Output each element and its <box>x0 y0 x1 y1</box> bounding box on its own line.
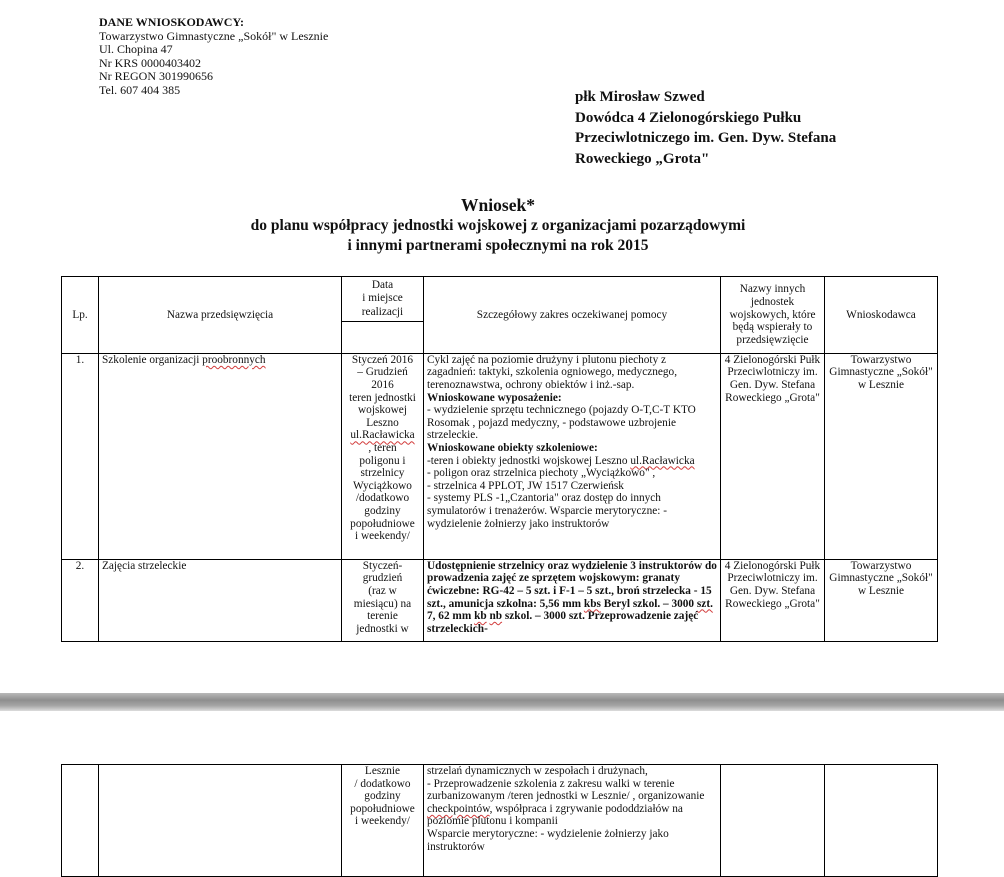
date-line: Styczeń- <box>362 559 403 572</box>
header-date-divider <box>342 321 423 353</box>
date-line: Styczeń 2016 <box>351 353 414 366</box>
scope-text-flagged: kb <box>474 610 487 623</box>
applicant-line: Nr KRS 0000403402 <box>99 55 202 70</box>
cell-lp: 1. <box>62 353 99 559</box>
date-line: Leszno <box>366 416 399 429</box>
scope-intro: Cykl zajęć na poziomie drużyny i plutonu piechoty z zagadnień: taktyki, szkolenia ogniowego, medycznego, terenoznawstwa, ochrony obiektów i inż.-sap. <box>427 353 678 391</box>
objects-text: -teren i obiekty jednostki wojskowej Leszno <box>427 454 631 467</box>
title-main: Wniosek* <box>461 195 535 215</box>
addressee-line: Dowódca 4 Zielonogórskiego Pułku <box>575 109 802 126</box>
header-date <box>342 277 424 354</box>
scope-text: , współpraca i zgrywanie pododdziałów na poziomie plutonu i kompanii <box>427 802 683 828</box>
table-header-row <box>62 277 938 354</box>
scope-text-flagged: checkpointów <box>427 802 490 815</box>
header-name: Nazwa przedsięwzięcia <box>99 277 342 354</box>
applicant-line: Nr REGON 301990656 <box>99 69 213 84</box>
cell-units <box>721 765 825 877</box>
scope-text-flagged: nb <box>489 610 503 623</box>
cell-name <box>99 765 342 877</box>
applicant-heading: DANE WNIOSKODAWCY: <box>99 15 245 29</box>
date-line: miesiącu) na <box>353 597 412 610</box>
date-line: grudzień <box>362 572 403 585</box>
equipment-heading: Wnioskowane wyposażenie: <box>427 391 562 404</box>
date-line: i weekendy/ <box>355 815 410 828</box>
date-line: / dodatkowo <box>354 777 411 790</box>
table-row <box>62 765 938 877</box>
header-scope: Szczegółowy zakres oczekiwanej pomocy <box>424 277 721 354</box>
date-line: (raz w <box>368 584 397 597</box>
date-line: godziny <box>364 504 401 517</box>
cell-date <box>342 765 424 877</box>
date-line: – Grudzień <box>357 366 408 379</box>
addressee-line: Roweckiego „Grota" <box>575 150 710 167</box>
name-text-flagged: proobronnych <box>202 353 266 366</box>
objects-heading: Wnioskowane obiekty szkoleniowe: <box>427 441 598 454</box>
scope-text: szkol. – 3000 szt. Przeprowadzenie zajęć strzeleckich- <box>427 610 699 635</box>
applicant-block <box>99 16 328 98</box>
date-line: poligonu i <box>359 454 406 467</box>
date-line: 2016 <box>371 378 394 391</box>
scope-line: strzelań dynamicznych w zespołach i drużynach, <box>427 765 648 777</box>
date-line: terenie <box>367 610 398 623</box>
cell-name: Zajęcia strzeleckie <box>99 559 342 641</box>
date-line: godziny <box>364 790 401 803</box>
title-sub-1: do planu współpracy jednostki wojskowej z organizacjami pozarządowymi <box>250 217 746 234</box>
scope-text: 7, 62 mm <box>427 610 475 623</box>
objects-line <box>427 455 717 468</box>
date-line: teren jednostki <box>349 391 416 404</box>
date-line: Wyciążkowo <box>353 479 412 492</box>
applicant-line: Tel. 607 404 385 <box>99 82 181 97</box>
date-line: Lesznie <box>364 765 401 777</box>
header-date-bottom: realizacji <box>361 306 404 319</box>
date-line: , teren <box>368 441 397 454</box>
header-units: Nazwy innych jednostek wojskowych, które będą wspierały to przedsięwzięcie <box>721 277 825 354</box>
applicant-line: Ul. Chopina 47 <box>99 42 173 57</box>
request-table-continued <box>61 764 938 877</box>
cell-applicant <box>825 765 938 877</box>
title-sub-2: i innymi partnerami społecznymi na rok 2015 <box>347 237 649 254</box>
scope-text: Beryl szkol. – 3000 <box>600 597 697 610</box>
name-text: Szkolenie organizacji <box>102 353 203 366</box>
date-line: /dodatkowo <box>355 492 410 505</box>
objects-text-flagged: ul.Racławicka <box>630 454 695 467</box>
header-date-top: Data i miejsce <box>362 279 403 304</box>
addressee-line: płk Mirosław Szwed <box>575 89 705 105</box>
scope-line <box>427 778 717 828</box>
scope-line: Wsparcie merytoryczne: - wydzielenie żołnierzy jako instruktorów <box>427 827 669 853</box>
date-line-flagged: ul.Racławicka <box>350 429 415 442</box>
cell-lp <box>62 765 99 877</box>
date-line: jednostki w <box>356 622 409 635</box>
document-title <box>60 194 936 256</box>
scope-text: - Przeprowadzenie szkolenia z zakresu walki w terenie zurbanizowanym /teren jednostki w Lesznie/ , organizowanie <box>427 777 705 803</box>
cell-units: 4 Zielonogórski Pułk Przeciwlotniczy im. Gen. Dyw. Stefana Roweckiego „Grota" <box>721 353 825 559</box>
header-lp: Lp. <box>62 277 99 354</box>
header-applicant: Wnioskodawca <box>825 277 938 354</box>
applicant-line: Towarzystwo Gimnastyczne „Sokół" w Lesznie <box>99 28 329 43</box>
table-row <box>62 353 938 559</box>
cell-applicant: Towarzystwo Gimnastyczne „Sokół" w Lesznie <box>825 353 938 559</box>
addressee-line: Przeciwlotniczego im. Gen. Dyw. Stefana <box>575 130 837 147</box>
scope-text-flagged: kbs <box>583 597 601 610</box>
cell-scope <box>424 353 721 559</box>
date-line: strzelnicy <box>360 467 405 480</box>
date-line: wojskowej <box>358 404 407 417</box>
scope-text-flagged: szt. <box>696 597 713 610</box>
equipment-text: - wydzielenie sprzętu technicznego (pojazdy O-T,C-T KTO Rosomak , pojazd medyczny, - podstawowe uzbrojenie strzeleckie. <box>427 404 696 442</box>
date-line: popołudniowe <box>350 802 415 815</box>
cell-date <box>342 353 424 559</box>
cell-date <box>342 559 424 641</box>
objects-line: - systemy PLS -1„Czantoria" oraz dostęp do innych symulatorów i trenażerów. Wsparcie merytoryczne: - wydzielenie żołnierzy jako instruktorów <box>427 492 667 530</box>
objects-line: - poligon oraz strzelnica piechoty „Wyciążkowo" , <box>427 467 656 480</box>
date-line: popołudniowe <box>350 517 415 530</box>
cell-units: 4 Zielonogórski Pułk Przeciwlotniczy im. Gen. Dyw. Stefana Roweckiego „Grota" <box>721 559 825 641</box>
cell-lp: 2. <box>62 559 99 641</box>
cell-name <box>99 353 342 559</box>
cell-scope <box>424 559 721 641</box>
addressee-block <box>575 87 995 169</box>
scope-text: Udostępnienie strzelnicy oraz wydzielenie 3 instruktorów do prowadzenia zajęć ze sprzętem wojskowym: granaty ćwiczebne: RG-42 – 5 szt. i F-1 – 5 szt., broń strzelecka - 15 szt., amunicja szkolna: 5,56 mm <box>427 559 717 610</box>
cell-scope <box>424 765 721 877</box>
objects-line: - strzelnica 4 PPLOT, JW 1517 Czerwieńsk <box>427 479 624 492</box>
page-separator <box>0 693 1004 711</box>
table-row <box>62 559 938 641</box>
date-line: i weekendy/ <box>355 530 410 543</box>
cell-applicant: Towarzystwo Gimnastyczne „Sokół" w Lesznie <box>825 559 938 641</box>
request-table <box>61 276 938 642</box>
